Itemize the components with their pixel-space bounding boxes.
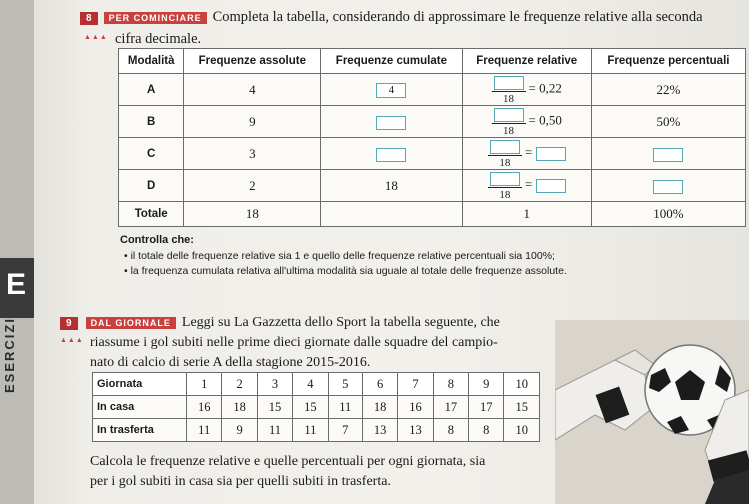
cell-totale-percentuale: 100% <box>591 202 745 227</box>
table-cell: 11 <box>257 419 292 442</box>
answer-box[interactable] <box>490 140 520 154</box>
answer-box[interactable] <box>376 148 406 162</box>
table-row <box>119 170 746 202</box>
table-row <box>93 419 540 442</box>
cell-cumulata: 18 <box>321 170 462 202</box>
relative-value: = <box>524 176 533 192</box>
exercise-text: Leggi su La Gazzetta dello Sport la tabella seguente, che <box>181 315 500 330</box>
check-heading <box>120 234 194 246</box>
exercise-8-intro <box>80 9 745 26</box>
section-letter: E <box>6 268 27 301</box>
table-cell: 9 <box>222 419 257 442</box>
relative-value: = <box>524 144 533 160</box>
table-cell: 6 <box>362 373 397 396</box>
answer-box[interactable] <box>490 172 520 186</box>
cell-modalita: D <box>119 170 184 202</box>
fraction-denominator: 18 <box>499 157 511 170</box>
answer-box[interactable] <box>376 116 406 130</box>
exercise-text: nato di calcio di serie A della stagione 2015-2016. <box>90 355 371 370</box>
table-cell: 8 <box>433 419 468 442</box>
cell-assoluta: 2 <box>184 170 321 202</box>
cell-modalita: C <box>119 138 184 170</box>
section-vertical-label: ESERCIZI <box>2 317 17 393</box>
row-label: Giornata <box>93 373 187 396</box>
table-cell: 15 <box>257 396 292 419</box>
relative-value: = 0,50 <box>528 112 562 128</box>
table-cell: 13 <box>398 419 433 442</box>
table-cell: 1 <box>187 373 222 396</box>
task-text: per i gol subiti in casa sia per quelli subiti in trasferta. <box>90 474 391 489</box>
table-row <box>93 373 540 396</box>
table-row <box>93 396 540 419</box>
cell-percentuale: 50% <box>591 106 745 138</box>
table-row <box>119 138 746 170</box>
exercise-tag: DAL GIORNALE <box>86 317 176 329</box>
check-heading-text: Controlla che: <box>120 234 194 246</box>
fraction-denominator: 18 <box>503 125 515 138</box>
goalkeeper-illustration <box>555 320 749 504</box>
table-cell: 18 <box>222 396 257 419</box>
table-cell: 18 <box>362 396 397 419</box>
exercise-text-line2: cifra decimale. <box>115 31 202 47</box>
cell-modalita: A <box>119 74 184 106</box>
row-label: In casa <box>93 396 187 419</box>
table-cell: 11 <box>293 419 328 442</box>
check-bullet-1: • il totale delle frequenze relative sia 1 e quello delle frequenze relative percentuali sia 100%; <box>124 250 555 262</box>
table-cell: 16 <box>187 396 222 419</box>
difficulty-icon: ▲▲▲ <box>84 33 108 41</box>
cell-relativa <box>462 74 591 106</box>
exercise-number: 9 <box>60 317 78 330</box>
table-cell: 15 <box>504 396 540 419</box>
cell-assoluta: 9 <box>184 106 321 138</box>
cell-relativa <box>462 106 591 138</box>
cell-totale-label: Totale <box>119 202 184 227</box>
table-row <box>119 74 746 106</box>
table-cell: 7 <box>328 419 362 442</box>
cell-assoluta: 4 <box>184 74 321 106</box>
cell-cumulata <box>321 74 462 106</box>
table-cell: 10 <box>504 373 540 396</box>
exercise-9-task <box>90 452 550 492</box>
table-cell: 3 <box>257 373 292 396</box>
fraction-denominator: 18 <box>499 189 511 202</box>
cell-percentuale: 22% <box>591 74 745 106</box>
cell-relativa <box>462 138 591 170</box>
table-cell: 9 <box>469 373 504 396</box>
answer-box[interactable]: 4 <box>376 83 406 98</box>
cell-relativa <box>462 170 591 202</box>
table-cell: 5 <box>328 373 362 396</box>
cell-cumulata <box>321 106 462 138</box>
answer-box[interactable] <box>653 180 683 194</box>
table-header: Frequenze relative <box>462 49 591 74</box>
left-margin-band <box>0 0 34 504</box>
table-cell: 11 <box>328 396 362 419</box>
row-label: In trasferta <box>93 419 187 442</box>
exercise-text: Completa la tabella, considerando di approssimare le frequenze relative alla seconda <box>212 9 703 25</box>
cell-cumulata <box>321 138 462 170</box>
check-bullet-2: • la frequenza cumulata relativa all'ultima modalità sia uguale al totale delle frequenze assolute. <box>124 265 567 277</box>
goals-table <box>92 372 540 442</box>
check-bullet-text: il totale delle frequenze relative sia 1 e quello delle frequenze relative percentuali sia 100%; <box>130 250 555 262</box>
table-row <box>119 106 746 138</box>
table-cell: 16 <box>398 396 433 419</box>
cell-totale-relativa: 1 <box>462 202 591 227</box>
table-cell: 2 <box>222 373 257 396</box>
cell-percentuale <box>591 170 745 202</box>
frequency-table <box>118 48 746 227</box>
goalkeeper-photo <box>555 320 749 504</box>
table-header: Frequenze percentuali <box>591 49 745 74</box>
table-cell: 17 <box>433 396 468 419</box>
table-header: Frequenze cumulate <box>321 49 462 74</box>
table-cell: 17 <box>469 396 504 419</box>
table-header: Frequenze assolute <box>184 49 321 74</box>
cell-totale-assoluta: 18 <box>184 202 321 227</box>
table-cell: 7 <box>398 373 433 396</box>
cell-totale-cumulata <box>321 202 462 227</box>
fraction-denominator: 18 <box>503 93 515 106</box>
table-cell: 8 <box>433 373 468 396</box>
exercise-9-intro <box>66 313 550 373</box>
answer-box[interactable] <box>653 148 683 162</box>
table-cell: 13 <box>362 419 397 442</box>
table-cell: 4 <box>293 373 328 396</box>
table-cell: 15 <box>293 396 328 419</box>
exercise-number: 8 <box>80 12 98 25</box>
difficulty-icon: ▲▲▲ <box>60 336 84 344</box>
table-total-row <box>119 202 746 227</box>
cell-modalita: B <box>119 106 184 138</box>
check-bullet-text: la frequenza cumulata relativa all'ultima modalità sia uguale al totale delle frequenze assolute. <box>130 265 567 277</box>
table-cell: 8 <box>469 419 504 442</box>
table-cell: 10 <box>504 419 540 442</box>
table-cell: 11 <box>187 419 222 442</box>
answer-box[interactable] <box>536 179 566 193</box>
exercise-tag: PER COMINCIARE <box>104 12 207 24</box>
answer-box[interactable] <box>494 108 524 122</box>
answer-box[interactable] <box>494 76 524 90</box>
relative-value: = 0,22 <box>528 80 562 96</box>
cell-percentuale <box>591 138 745 170</box>
exercise-text: riassume i gol subiti nelle prime dieci giornate dalle squadre del campio- <box>90 335 498 350</box>
cell-assoluta: 3 <box>184 138 321 170</box>
table-header: Modalità <box>119 49 184 74</box>
answer-box[interactable] <box>536 147 566 161</box>
task-text: Calcola le frequenze relative e quelle percentuali per ogni giornata, sia <box>90 454 486 469</box>
